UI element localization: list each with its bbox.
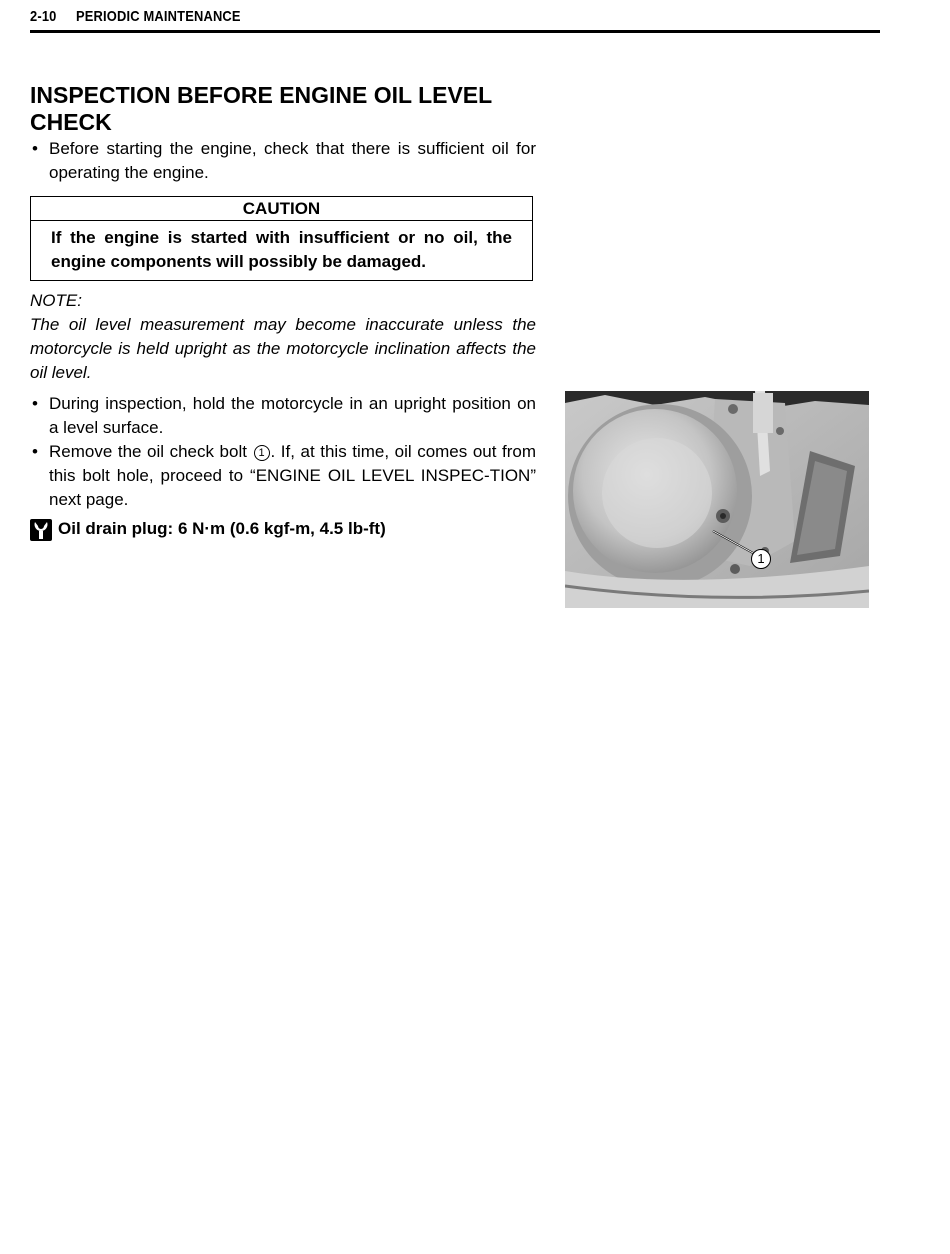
bullet-icon: • [32,442,38,461]
figure-callout-label: 1 [751,549,771,569]
page-title: INSPECTION BEFORE ENGINE OIL LEVEL CHECK [30,82,492,135]
step-2-text [49,440,536,512]
torque-spec: Oil drain plug: 6 N·m (0.6 kgf-m, 4.5 lb-ft) [58,519,386,538]
step-bullet-1 [30,392,536,440]
engine-photo [565,391,869,608]
intro-bullet-text: Before starting the engine, check that there is sufficient oil for operating the engine. [49,139,536,182]
step-2-text-after: . If, at this time, oil comes out from this bolt hole, proceed to “ENGINE OIL LEVEL INSPEC-TION” next page. [49,442,536,509]
page-header [30,6,880,33]
caution-text: If the engine is started with insufficient or no oil, the engine components will possibly be damaged. [51,228,512,271]
step-1-text: During inspection, hold the motorcycle in an upright position on a level surface. [49,394,536,437]
page-number: 2-10 [30,8,57,25]
caution-label: CAUTION [31,197,532,221]
caution-box [30,196,533,281]
callout-number-icon: 1 [254,445,270,461]
step-2-text-before: Remove the oil check bolt [49,442,247,461]
bullet-icon: • [32,139,38,158]
bullet-icon: • [32,394,38,413]
torque-wrench-icon [30,519,52,541]
section-title: PERIODIC MAINTENANCE [76,8,241,25]
step-bullet-2 [30,440,536,512]
note-label: NOTE: [30,291,82,310]
note-text: The oil level measurement may become inaccurate unless the motorcycle is held upright as the motorcycle inclination affects the oil level. [30,315,536,382]
intro-bullet [30,137,536,185]
